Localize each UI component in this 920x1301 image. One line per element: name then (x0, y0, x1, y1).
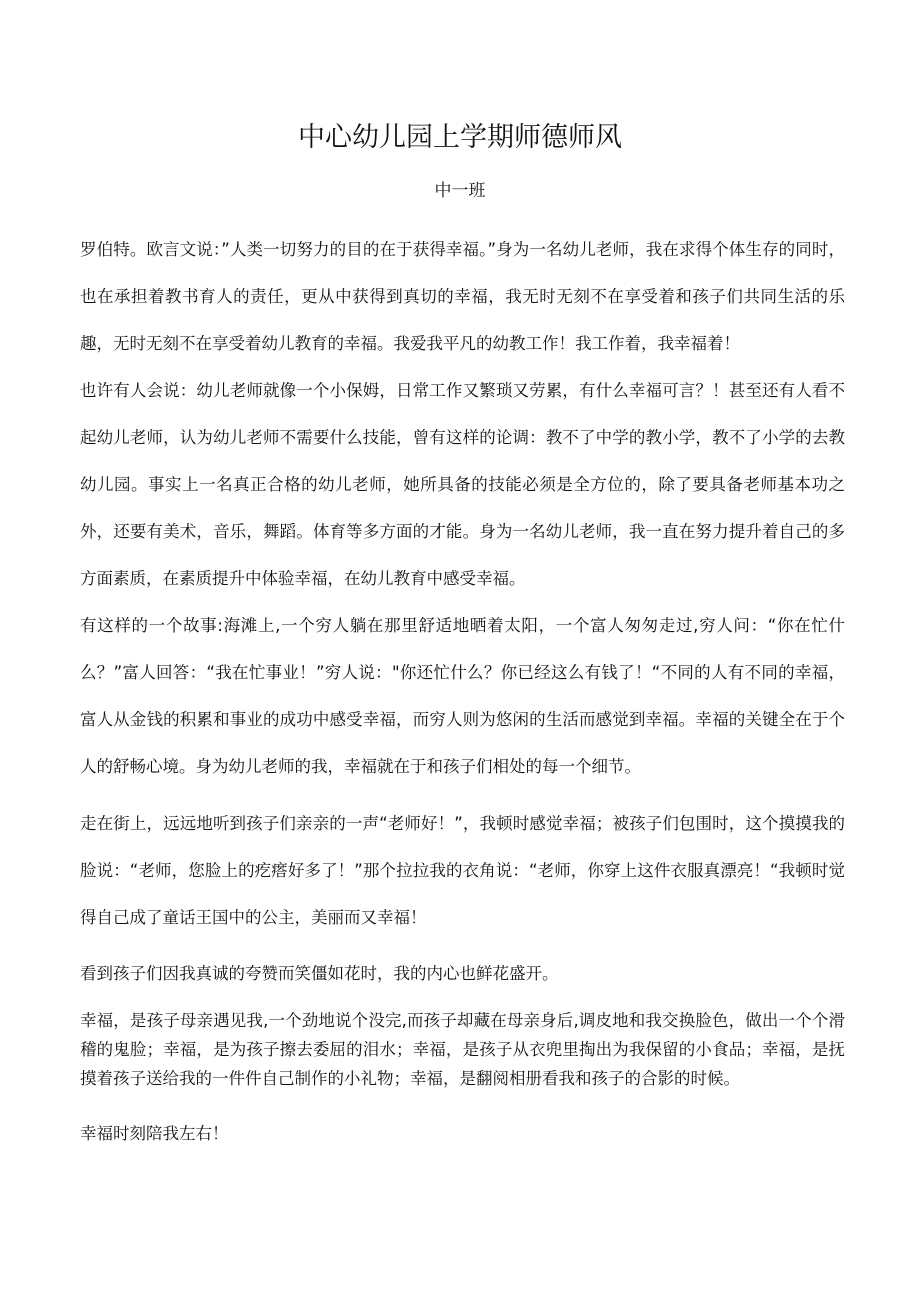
paragraph-beach-story: 有这样的一个故事:海滩上,一个穷人躺在那里舒适地晒着太阳，一个富人匆匆走过,穷人问：“你在忙什么？”富人回答：“我在忙事业！”穷人说："你还忙什么？你已经这么有钱了！“不同的人有不同的幸福，富人从金钱的积累和事业的成功中感受幸福，而穷人则为悠闲的生活而感觉到幸福。幸福的关键全在于个人的舒畅心境。身为幼儿老师的我，幸福就在于和孩子们相处的每一个细节。 (80, 616, 845, 776)
paragraph-street-greeting: 走在街上，远远地听到孩子们亲亲的一声“老师好！”，我顿时感觉幸福；被孩子们包围时，这个摸摸我的脸说：“老师，您脸上的疙瘩好多了！”那个拉拉我的衣角说：“老师，你穿上这件衣服真漂亮！“我顿时觉得自己成了童话王国中的公主，美丽而又幸福！ (80, 814, 845, 927)
class-name-subtitle: 中一班 (434, 181, 486, 201)
paragraph-happiness-quote: 罗伯特。欧言文说：”人类一切努力的目的在于获得幸福。”身为一名幼儿老师，我在求得个体生存的同时，也在承担着教书育人的责任，更从中获得到真切的幸福，我无时无刻不在享受着和孩子们共同生活的乐趣，无时无刻不在享受着幼儿教育的幸福。我爱我平凡的幼教工作！我工作着，我幸福着！ (80, 240, 845, 353)
page-title: 中心幼儿园上学期师德师风 (298, 122, 622, 153)
paragraph-happiness-moments: 幸福，是孩子母亲遇见我,一个劲地说个没完,而孩子却藏在母亲身后,调皮地和我交换脸色，做出一个个滑稽的鬼脸；幸福，是为孩子擦去委屈的泪水；幸福，是孩子从衣兜里掏出为我保留的小食品；幸福，是抚摸着孩子送给我的一件件自己制作的小礼物；幸福，是翻阅相册看我和孩子的合影的时候。 (80, 1011, 845, 1088)
paragraph-children-smile: 看到孩子们因我真诚的夸赞而笑僵如花时，我的内心也鲜花盛开。 (80, 964, 559, 983)
paragraph-closing: 幸福时刻陪我左右！ (80, 1124, 229, 1143)
paragraph-teacher-skills: 也许有人会说：幼儿老师就像一个小保姆，日常工作又繁琐又劳累，有什么幸福可言？！甚至还有人看不起幼儿老师，认为幼儿老师不需要什么技能，曾有这样的论调：教不了中学的教小学，教不了小学的去教幼儿园。事实上一名真正合格的幼儿老师，她所具备的技能必须是全方位的，除了要具备老师基本功之外，还要有美术，音乐，舞蹈。体育等多方面的才能。身为一名幼儿老师，我一直在努力提升着自己的多方面素质，在素质提升中体验幸福，在幼儿教育中感受幸福。 (80, 381, 845, 588)
